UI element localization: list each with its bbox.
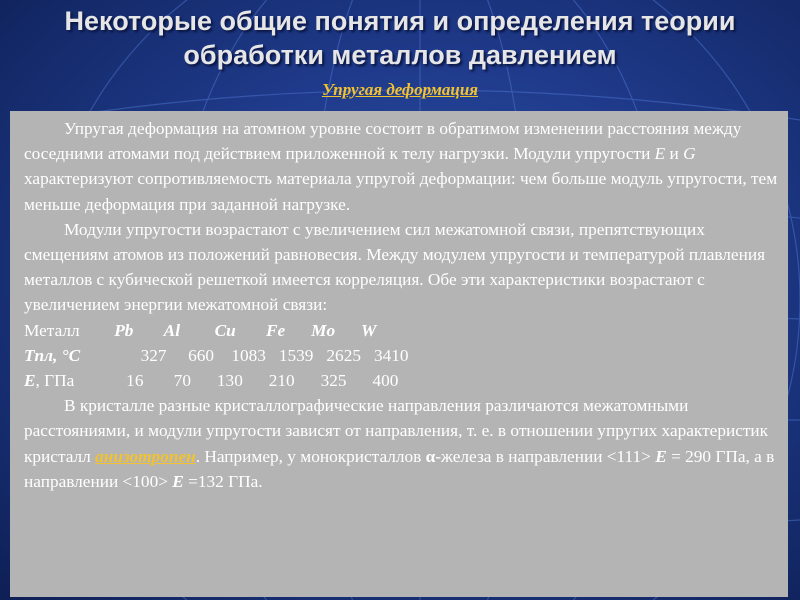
slide-subtitle: Упругая деформация [321,80,479,99]
symbol-G: G [683,144,696,164]
e-al: 70 [173,371,191,391]
e-fe: 210 [268,371,295,391]
symbol-E-111: E [655,446,667,466]
table-row-melting [24,343,784,368]
tm-al: 660 [188,345,215,365]
tm-fe: 1539 [278,345,314,365]
row-label-e-unit: , ГПа [35,371,75,391]
row-label-e-symbol: E [24,371,36,391]
slide-title [0,4,800,72]
table-row-modulus [24,368,784,393]
paragraph-3: В кристалле разные кристаллографические направления различаются межатомными расстояниями, и модули упругости зависят от направления, т. е. в отношении упругих характеристик кристалл анизотропен. Например, у монокристаллов α-железа в направлении <111> E = 290 ГПа, а в направлении <100> E =132 ГПа. [24,396,775,491]
table-row-metals [24,318,784,343]
symbol-E-100: E [172,471,184,491]
anisotropic-link[interactable]: анизотропен [95,446,196,466]
tm-mo: 2625 [326,345,361,365]
paragraph-2: Модули упругости возрастают с увеличением сил межатомной связи, препятствующих смещениям атомов из положений равновесия. Между модулем упругости и температурой плавления металлов с кубической решеткой имеется корреляция. Обе эти характеристики возрастают с увеличением энергии межатомной связи: [24,219,766,315]
metal-w: W [361,320,377,340]
tm-w: 3410 [373,345,409,365]
metal-pb: Pb [114,320,134,340]
row-label-tm: Tпл, °C [24,345,81,365]
content-text [24,116,784,494]
metal-mo: Mo [311,320,336,340]
title-line-1: Некоторые общие понятия и определения теории [64,6,736,36]
tm-cu: 1083 [231,345,266,365]
e-cu: 130 [216,371,243,391]
symbol-E: E [654,144,666,164]
row-label-metal: Металл [24,320,80,340]
metal-cu: Cu [214,320,236,340]
metal-al: Al [163,320,180,340]
tm-pb: 327 [140,345,167,365]
metal-fe: Fe [265,320,286,340]
e-pb: 16 [126,371,144,391]
title-line-2: обработки металлов давлением [183,40,617,70]
symbol-alpha: α [425,446,436,466]
e-mo: 325 [320,371,347,391]
e-w: 400 [372,371,399,391]
paragraph-1: Упругая деформация на атомном уровне состоит в обратимом изменении расстояния между соседними атомами под действием приложенной к телу нагрузки. Модули упругости E и G характеризуют сопротивляемость материала упругой деформации: чем больше модуль упругости, тем меньше деформация при заданной нагрузке. [24,119,778,214]
